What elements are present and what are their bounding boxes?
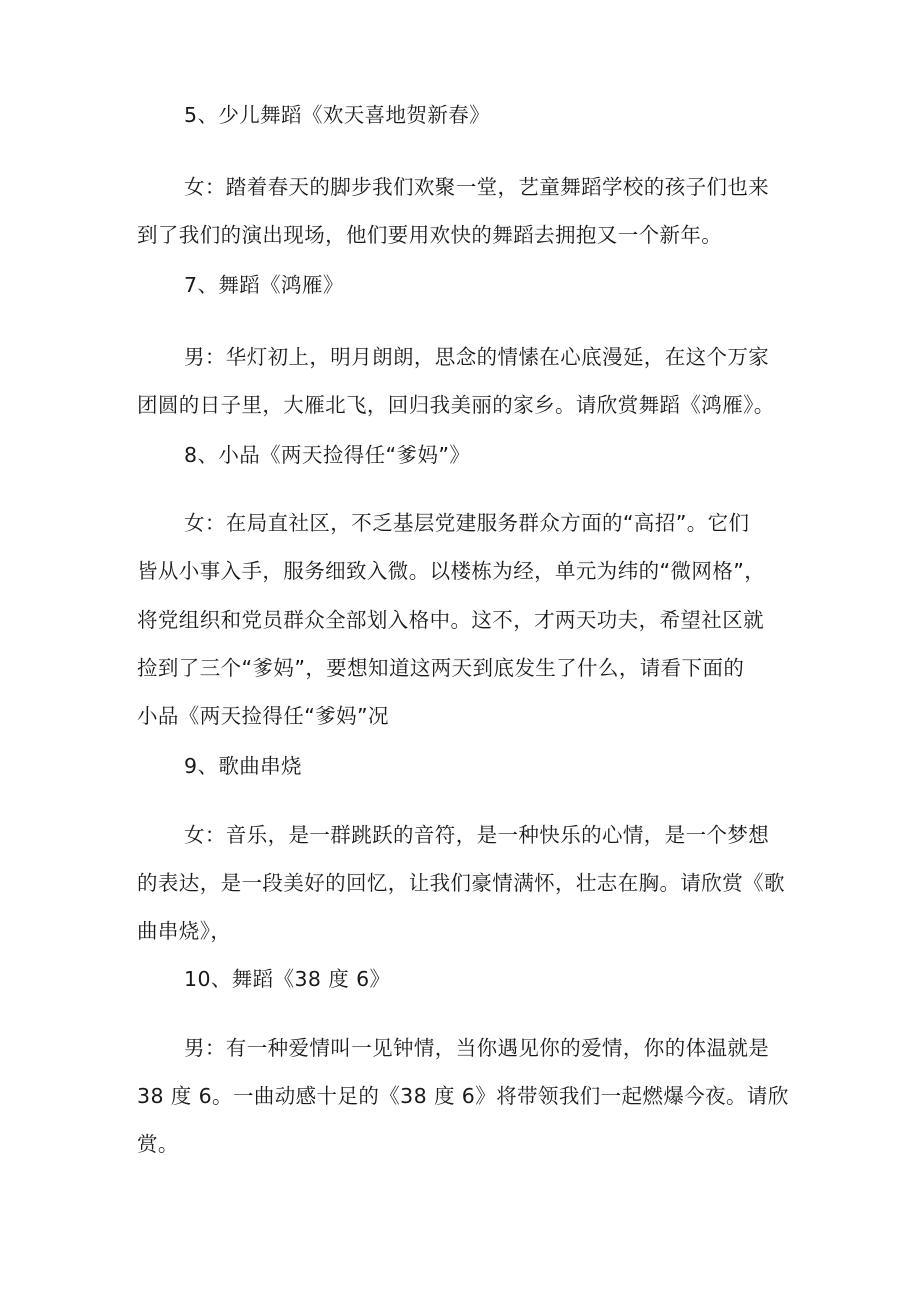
program-item-heading: 5、少儿舞蹈《欢天喜地贺新春》 xyxy=(184,103,491,127)
host-line-continued: 皆从小事入手，服务细致入微。以楼栋为经，单元为纬的“微网格”， xyxy=(137,559,766,583)
host-line: 男：华灯初上，明月朗朗，思念的情愫在心底漫延，在这个万家 xyxy=(184,345,770,369)
host-line: 女：在局直社区，不乏基层党建服务群众方面的“高招”。它们 xyxy=(184,511,750,535)
program-item-heading: 7、舞蹈《鸿雁》 xyxy=(184,273,344,297)
host-line-continued: 赏。 xyxy=(137,1132,179,1156)
host-line-continued: 的表达，是一段美好的回忆，让我们豪情满怀，壮志在胸。请欣赏《歌 xyxy=(137,871,785,895)
host-line-continued: 捡到了三个“爹妈”，要想知道这两天到底发生了什么，请看下面的 xyxy=(137,656,745,680)
host-line-continued: 曲串烧》， xyxy=(137,919,232,943)
host-line: 男：有一种爱情叫一见钟情，当你遇见你的爱情，你的体温就是 xyxy=(184,1036,770,1060)
program-item-heading: 10、舞蹈《38 度 6》 xyxy=(184,967,391,991)
program-item-heading: 9、歌曲串烧 xyxy=(184,754,302,778)
host-line-continued: 38 度 6。一曲动感十足的《38 度 6》将带领我们一起燃爆今夜。请欣 xyxy=(137,1084,789,1108)
host-line-continued: 到了我们的演出现场，他们要用欢快的舞蹈去拥抱又一个新年。 xyxy=(137,223,723,247)
host-line-continued: 将党组织和党员群众全部划入格中。这不，才两天功夫，希望社区就 xyxy=(137,608,764,632)
host-line-continued: 小品《两天捡得任“爹妈”况 xyxy=(137,704,389,728)
program-item-heading: 8、小品《两天捡得任“爹妈”》 xyxy=(184,443,471,467)
host-line: 女：音乐，是一群跳跃的音符，是一种快乐的心情，是一个梦想 xyxy=(184,823,770,847)
host-line-continued: 团圆的日子里，大雁北飞，回归我美丽的家乡。请欣赏舞蹈《鸿雁》。 xyxy=(137,393,775,417)
host-line: 女：踏着春天的脚步我们欢聚一堂，艺童舞蹈学校的孩子们也来 xyxy=(184,175,770,199)
